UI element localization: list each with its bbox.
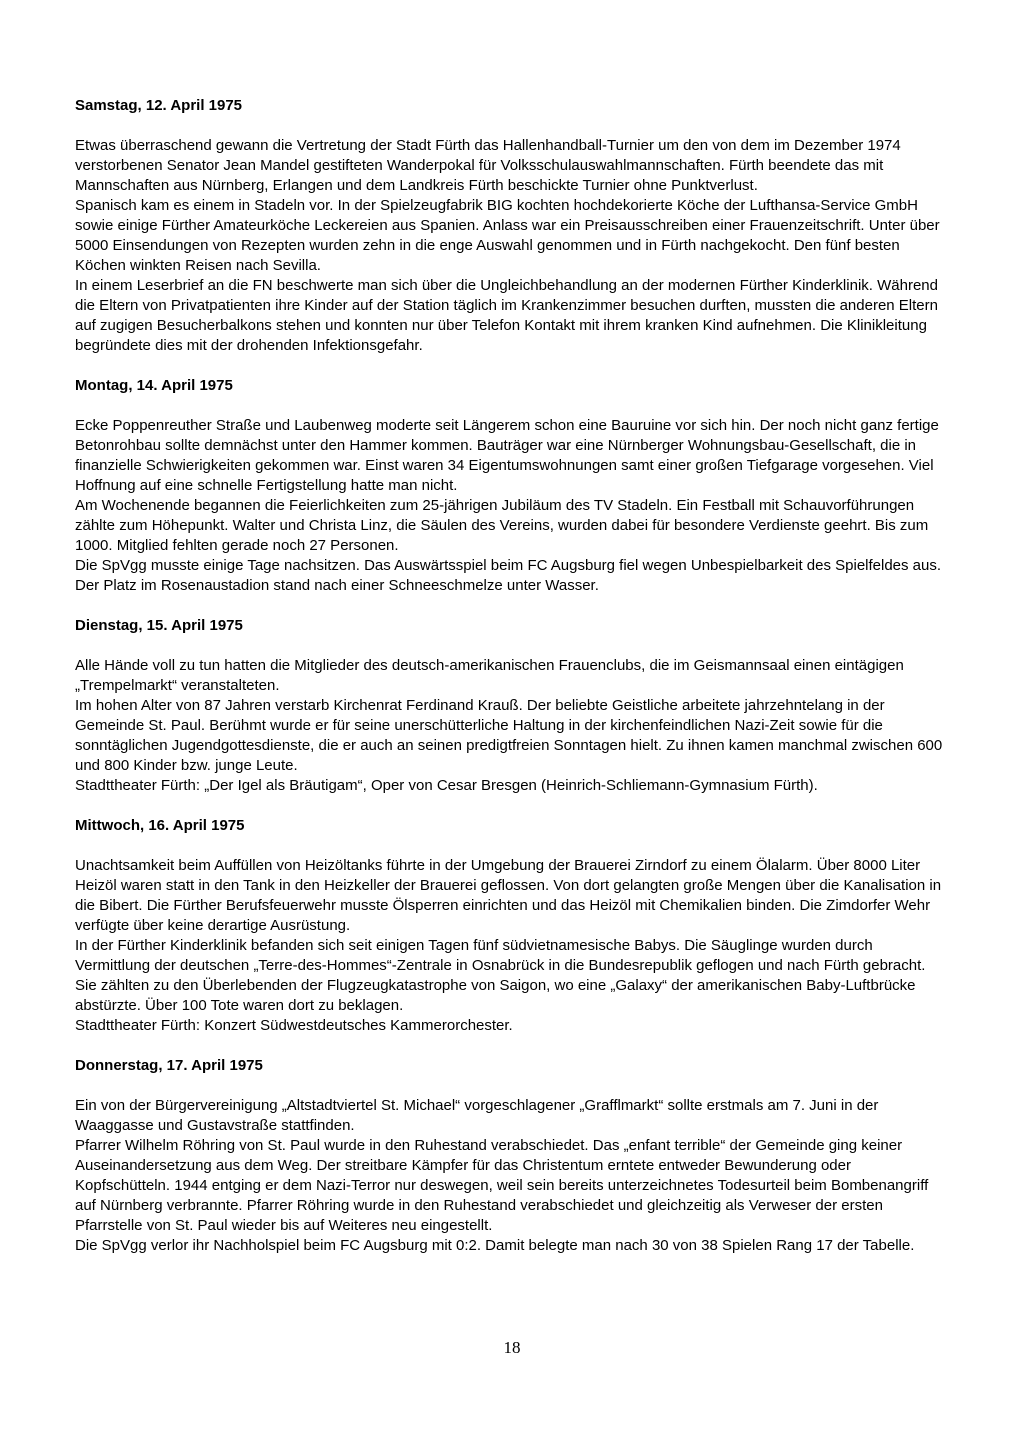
paragraph: Die SpVgg verlor ihr Nachholspiel beim FC Augsburg mit 0:2. Damit belegte man nach 30 von 38 Spielen Rang 17 der Tabelle. — [75, 1237, 915, 1254]
section-heading: Montag, 14. April 1975 — [75, 377, 233, 394]
section-heading: Samstag, 12. April 1975 — [75, 97, 243, 114]
paragraph: In einem Leserbrief an die FN beschwerte man sich über die Ungleichbehandlung an der modernen Fürther Kinderklinik. Während die Eltern von Privatpatienten ihre Kinder auf der Station täglich im Krankenzimmer besuchen durften, mussten die anderen Eltern auf zugigen Besucherbalkons stehen und konnten nur über Telefon Kontakt mit ihrem kranken Kind aufnehmen. Die Klinikleitung begründete dies mit der drohenden Infektionsgefahr. — [75, 277, 938, 354]
diary-section-montag — [75, 376, 947, 596]
paragraph: Etwas überraschend gewann die Vertretung der Stadt Fürth das Hallenhandball-Turnier um den von dem im Dezember 1974 verstorbenen Senator Jean Mandel gestifteten Wanderpokal für Volksschulauswahlmannschaften. Fürth beendete das mit Mannschaften aus Nürnberg, Erlangen und dem Landkreis Fürth beschickte Turnier ohne Punktverlust. — [75, 137, 901, 194]
paragraph: Stadttheater Fürth: „Der Igel als Bräutigam“, Oper von Cesar Bresgen (Heinrich-Schliemann-Gymnasium Fürth). — [75, 777, 818, 794]
paragraph: Alle Hände voll zu tun hatten die Mitglieder des deutsch-amerikanischen Frauenclubs, die im Geismannsaal einen eintägigen „Trempelmarkt“ veranstalteten. — [75, 657, 904, 694]
diary-section-samstag — [75, 96, 947, 356]
page-number: 18 — [503, 1338, 521, 1357]
section-heading: Mittwoch, 16. April 1975 — [75, 817, 245, 834]
paragraph: Ein von der Bürgervereinigung „Altstadtviertel St. Michael“ vorgeschlagener „Grafflmarkt“ sollte erstmals am 7. Juni in der Waaggasse und Gustavstraße stattfinden. — [75, 1097, 879, 1134]
section-heading: Dienstag, 15. April 1975 — [75, 617, 243, 634]
paragraph: Die SpVgg musste einige Tage nachsitzen. Das Auswärtsspiel beim FC Augsburg fiel wegen Unbespielbarkeit des Spielfeldes aus. Der Platz im Rosenaustadion stand nach einer Schneeschmelze unter Wasser. — [75, 557, 942, 594]
paragraph: Pfarrer Wilhelm Röhring von St. Paul wurde in den Ruhestand verabschiedet. Das „enfant terrible“ der Gemeinde ging keiner Auseinandersetzung aus dem Weg. Der streitbare Kämpfer für das Christentum erntete entweder Bewunderung oder Kopfschütteln. 1944 entging er dem Nazi-Terror nur deswegen, weil sein bereits unterzeichnetes Todesurteil beim Bombenangriff auf Nürnberg verbrannte. Pfarrer Röhring wurde in den Ruhestand verabschiedet und gleichzeitig als Verweser der ersten Pfarrstelle von St. Paul wieder bis auf Weiteres neu eingestellt. — [75, 1137, 929, 1234]
diary-section-dienstag — [75, 616, 947, 796]
paragraph: Stadttheater Fürth: Konzert Südwestdeutsches Kammerorchester. — [75, 1017, 513, 1034]
paragraph: In der Fürther Kinderklinik befanden sich seit einigen Tagen fünf südvietnamesische Babys. Die Säuglinge wurden durch Vermittlung der deutschen „Terre-des-Hommes“-Zentrale in Osnabrück in die Bundesrepublik geflogen und nach Fürth gebracht. Sie zählten zu den Überlebenden der Flugzeugkatastrophe von Saigon, wo eine „Galaxy“ der amerikanischen Baby-Luftbrücke abstürzte. Über 100 Tote waren dort zu beklagen. — [75, 937, 926, 1014]
paragraph: Im hohen Alter von 87 Jahren verstarb Kirchenrat Ferdinand Krauß. Der beliebte Geistliche arbeitete jahrzehntelang in der Gemeinde St. Paul. Berühmt wurde er für seine unerschütterliche Haltung in der kirchenfeindlichen Nazi-Zeit sowie für die sonntäglichen Jugendgottesdienste, die er auch an seinen predigtfreien Sonntagen hielt. Zu ihnen kamen manchmal zwischen 600 und 800 Kinder bzw. junge Leute. — [75, 697, 943, 774]
paragraph: Am Wochenende begannen die Feierlichkeiten zum 25-jährigen Jubiläum des TV Stadeln. Ein Festball mit Schauvorführungen zählte zum Höhepunkt. Walter und Christa Linz, die Säulen des Vereins, wurden dabei für besondere Verdienste geehrt. Bis zum 1000. Mitglied fehlten gerade noch 27 Personen. — [75, 497, 929, 554]
diary-section-mittwoch — [75, 816, 947, 1036]
paragraph: Spanisch kam es einem in Stadeln vor. In der Spielzeugfabrik BIG kochten hochdekorierte Köche der Lufthansa-Service GmbH sowie einige Fürther Amateurköche Leckereien aus Spanien. Anlass war ein Preisausschreiben einer Frauenzeitschrift. Unter über 5000 Einsendungen von Rezepten wurden zehn in die enge Auswahl genommen und in Fürth nachgekocht. Den fünf besten Köchen winkten Reisen nach Sevilla. — [75, 197, 940, 274]
paragraph: Unachtsamkeit beim Auffüllen von Heizöltanks führte in der Umgebung der Brauerei Zirndorf zu einem Ölalarm. Über 8000 Liter Heizöl waren statt in den Tank in den Heizkeller der Brauerei geflossen. Von dort gelangten große Mengen über die Kanalisation in die Bibert. Die Fürther Berufsfeuerwehr musste Ölsperren einrichten und das Heizöl mit Chemikalien binden. Die Zimdorfer Wehr verfügte über keine derartige Ausrüstung. — [75, 857, 942, 934]
diary-section-donnerstag — [75, 1056, 947, 1256]
section-heading: Donnerstag, 17. April 1975 — [75, 1057, 263, 1074]
paragraph: Ecke Poppenreuther Straße und Laubenweg moderte seit Längerem schon eine Bauruine vor sich hin. Der noch nicht ganz fertige Betonrohbau sollte demnächst unter den Hammer kommen. Bauträger war eine Nürnberger Wohnungsbau-Gesellschaft, die in finanzielle Schwierigkeiten gekommen war. Einst waren 34 Eigentumswohnungen samt einer großen Tiefgarage vorgesehen. Viel Hoffnung auf eine schnelle Fertigstellung hatte man nicht. — [75, 417, 939, 494]
